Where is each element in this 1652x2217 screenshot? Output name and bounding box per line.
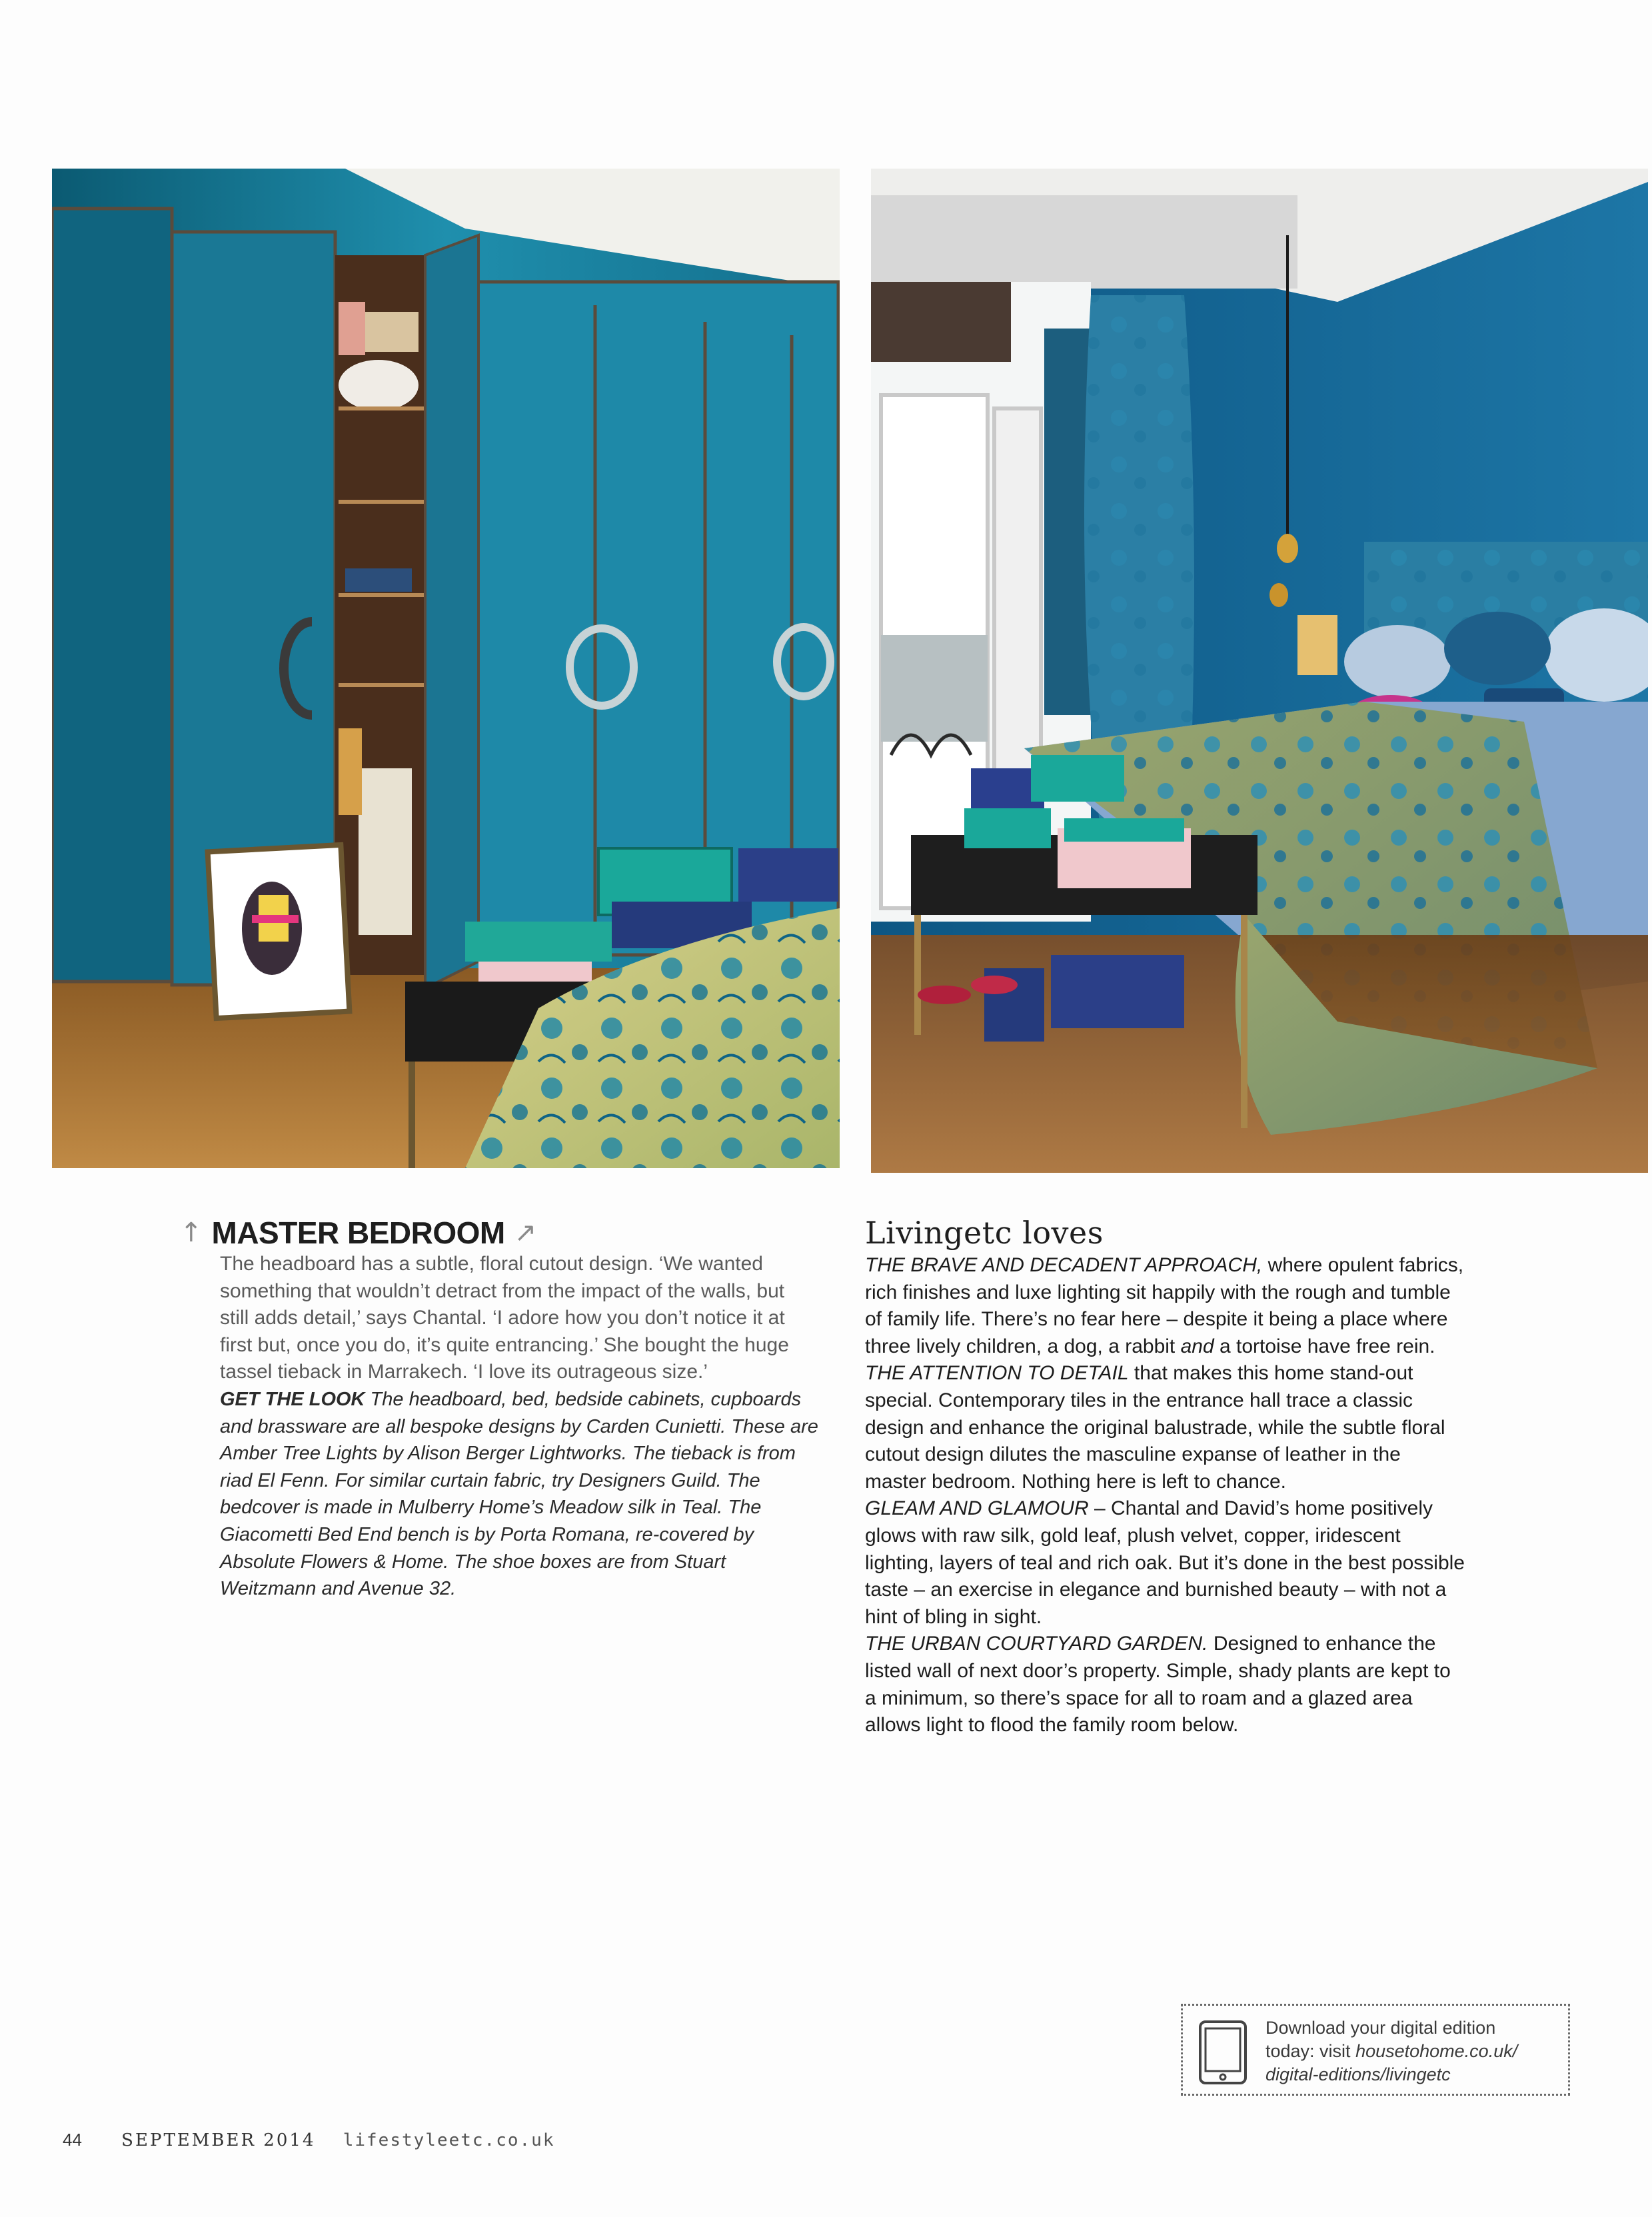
loves-text-3: – Chantal and David’s home positively glows with raw silk, gold leaf, plush velvet, copper, iridescent lighting, layers of teal and rich oak. But it’s done in the best possible taste – an exercise in elegance and burnished beauty – with not a hint of bling in sight. <box>865 1497 1465 1628</box>
loves-lead-1: THE BRAVE AND DECADENT APPROACH, <box>865 1254 1263 1276</box>
caption-body: The headboard has a subtle, floral cutout design. ‘We wanted something that wouldn’t detract from the impact of the walls, but still adds detail,’ says Chantal. ‘I adore how you don’t notice it at first but, once you do, it’s quite entrancing.’ She bought the huge tassel tieback in Marrakech. ‘I love its outrageous size.’ <box>220 1253 789 1383</box>
bedroom-photo <box>871 169 1648 1173</box>
loves-text-4: Designed to enhance the listed wall of next door’s property. Simple, shady plants are kept to a minimum, so there’s space for all to roam and a glazed area allows light to flood the family room below. <box>865 1633 1451 1737</box>
wardrobe-photo <box>52 169 840 1168</box>
digital-edition-box <box>1181 2004 1570 2096</box>
loves-lead-2: THE ATTENTION TO DETAIL <box>865 1362 1129 1385</box>
loves-text-and: and <box>1180 1335 1214 1357</box>
loves-lead-4: THE URBAN COURTYARD GARDEN. <box>865 1633 1208 1655</box>
page-folio <box>63 2130 554 2150</box>
caption-heading <box>180 1215 818 1251</box>
page-number: 44 <box>63 2130 82 2150</box>
website-url: lifestyleetc.co.uk <box>343 2130 555 2150</box>
download-line-1: Download your digital edition <box>1265 2018 1496 2038</box>
loves-text-2: that makes this home stand-out special. Contemporary tiles in the entrance hall trace a classic design and enhance the original balustrade, while the subtle floral cutout design dilutes the masculine expanse of leather in the master bedroom. Nothing here is left to chance. <box>865 1362 1445 1493</box>
livingetc-loves <box>865 1215 1465 1739</box>
issue-date: SEPTEMBER 2014 <box>121 2130 316 2150</box>
get-the-look <box>220 1386 818 1603</box>
loves-title: Livingetc loves <box>865 1215 1104 1251</box>
digital-edition-text <box>1265 2016 1559 2086</box>
loves-text-1b: a tortoise have free rein. <box>1214 1335 1435 1357</box>
diagonal-arrow-icon: ↗ <box>514 1217 537 1248</box>
download-line-2: today: visit <box>1265 2041 1356 2061</box>
master-bedroom-caption <box>180 1215 818 1603</box>
loves-paragraph-4 <box>865 1631 1465 1739</box>
up-arrow-icon: ↑ <box>180 1217 203 1248</box>
loves-paragraph-3 <box>865 1495 1465 1631</box>
loves-paragraph-2 <box>865 1360 1465 1495</box>
tablet-icon <box>1198 2019 1248 2086</box>
loves-paragraph-1 <box>865 1252 1465 1360</box>
caption-title: MASTER BEDROOM <box>211 1215 505 1250</box>
download-link[interactable]: housetohome.co.uk/ digital-editions/livingetc <box>1265 2041 1518 2084</box>
get-the-look-text: The headboard, bed, bedside cabinets, cupboards and brassware are all bespoke designs by Carden Cunietti. These are Amber Tree Lights by Alison Berger Lightworks. The tieback is from riad El Fenn. For similar curtain fabric, try Designers Guild. The bedcover is made in Mulberry Home’s Meadow silk in Teal. The Giacometti Bed End bench is by Porta Romana, re-covered by Absolute Flowers & Home. The shoe boxes are from Stuart Weitzmann and Avenue 32. <box>220 1388 818 1600</box>
get-the-look-label: GET THE LOOK <box>220 1388 365 1410</box>
loves-lead-3: GLEAM AND GLAMOUR <box>865 1497 1089 1520</box>
loves-text-1a: where opulent fabrics, rich finishes and luxe lighting sit happily with the rough and tumble of family life. There’s no fear here – despite it being a place where three lively children, a dog, a rabbit <box>865 1254 1464 1357</box>
